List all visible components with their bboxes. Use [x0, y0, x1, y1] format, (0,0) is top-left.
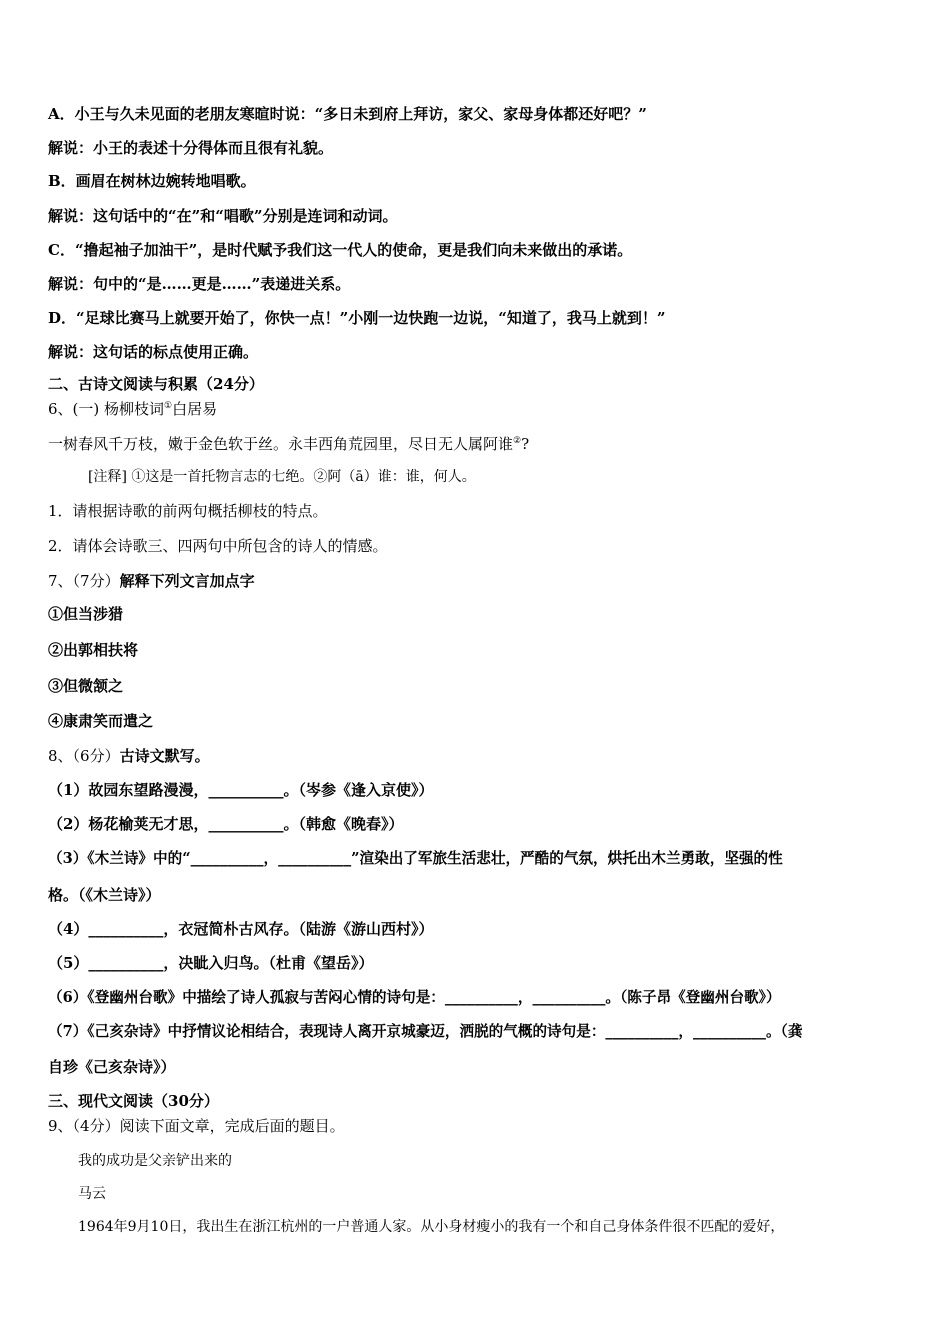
q7-item-2: ②出郭相扶将 — [48, 641, 139, 659]
option-b-note: 解说：这句话中的“在”和“唱歌”分别是连词和动词。 — [48, 207, 398, 225]
question-9-heading: 9、（4分）阅读下面文章，完成后面的题目。 — [48, 1117, 345, 1135]
footnote-mark-1: ① — [164, 401, 173, 411]
q8-title: 古诗文默写。 — [119, 747, 210, 765]
question-6-heading — [48, 398, 910, 420]
q7-title: 解释下列文言加点字 — [119, 572, 255, 590]
q7-item-1: ①但当涉猎 — [48, 605, 124, 623]
question-6-2: 2．请体会诗歌三、四两句中所包含的诗人的情感。 — [48, 537, 388, 555]
footnote-mark-2: ② — [513, 436, 522, 446]
q8-item-2: （2）杨花榆荚无才思，__________。（韩愈《晚春》） — [48, 815, 404, 833]
q8-item-1: （1）故园东望路漫漫，__________。（岑参《逢入京使》） — [48, 781, 434, 799]
q6-author: 白居易 — [172, 400, 218, 418]
q8-item-7a: （7）《己亥杂诗》中抒情议论相结合，表现诗人离开京城豪迈，洒脱的气概的诗句是：__________，__________。（龚 — [48, 1023, 803, 1040]
article-paragraph-1: 1964年9月10日，我出生在浙江杭州的一户普通人家。从小身材瘦小的我有一个和自己身体条件很不匹配的爱好， — [78, 1219, 785, 1235]
q7-item-3: ③但微颔之 — [48, 677, 124, 695]
q8-item-3b: 格。（《木兰诗》） — [48, 886, 161, 904]
option-d: D．“足球比赛马上就要开始了，你快一点！”小刚一边快跑一边说，“知道了，我马上就到！” — [48, 309, 666, 327]
question-7-heading — [48, 570, 910, 592]
option-d-note: 解说：这句话的标点使用正确。 — [48, 343, 259, 361]
option-c: C．“撸起袖子加油干”，是时代赋予我们这一代人的使命，更是我们向未来做出的承诺。 — [48, 241, 633, 259]
q8-item-4: （4）__________，衣冠简朴古风存。（陆游《游山西村》） — [48, 920, 434, 938]
q7-item-4: ④康肃笑而遣之 — [48, 712, 154, 730]
question-6-1: 1．请根据诗歌的前两句概括柳枝的特点。 — [48, 502, 328, 520]
q8-item-5: （5）__________，决眦入归鸟。（杜甫《望岳》） — [48, 954, 374, 972]
poem-end: ? — [521, 435, 530, 453]
q7-head: 7、（7分） — [48, 572, 120, 590]
option-b: B．画眉在树林边婉转地唱歌。 — [48, 172, 256, 190]
poem-text — [48, 433, 910, 455]
poem-body: 一树春风千万枝，嫩于金色软于丝。永丰西角荒园里，尽日无人属阿谁 — [48, 435, 514, 453]
option-c-note: 解说：句中的“是……更是……”表递进关系。 — [48, 275, 351, 293]
q8-head: 8、（6分） — [48, 747, 120, 765]
article-title: 我的成功是父亲铲出来的 — [78, 1153, 232, 1169]
poem-annotation: [注释] ①这是一首托物言志的七绝。②阿（ā）谁：谁，何人。 — [88, 469, 476, 485]
option-a: A．小王与久未见面的老朋友寒暄时说：“多日未到府上拜访，家父、家母身体都还好吧？” — [48, 105, 647, 123]
q8-item-3a: （3）《木兰诗》中的“__________，__________”渲染出了军旅生活悲壮，严酷的气氛，烘托出木兰勇敢，坚强的性 — [48, 850, 783, 867]
q8-item-7b: 自珍《己亥杂诗》） — [48, 1058, 176, 1076]
question-8-heading — [48, 745, 910, 767]
q8-item-6: （6）《登幽州台歌》中描绘了诗人孤寂与苦闷心情的诗句是：__________，__________。（陈子昂《登幽州台歌》） — [48, 989, 781, 1006]
q6-head: 6、(一) 杨柳枝词 — [48, 400, 165, 418]
option-a-note: 解说：小王的表述十分得体而且很有礼貌。 — [48, 139, 334, 157]
article-author: 马云 — [78, 1186, 106, 1202]
section-3-title: 三、现代文阅读（30分） — [48, 1092, 219, 1110]
section-2-title: 二、古诗文阅读与积累（24分） — [48, 375, 264, 393]
